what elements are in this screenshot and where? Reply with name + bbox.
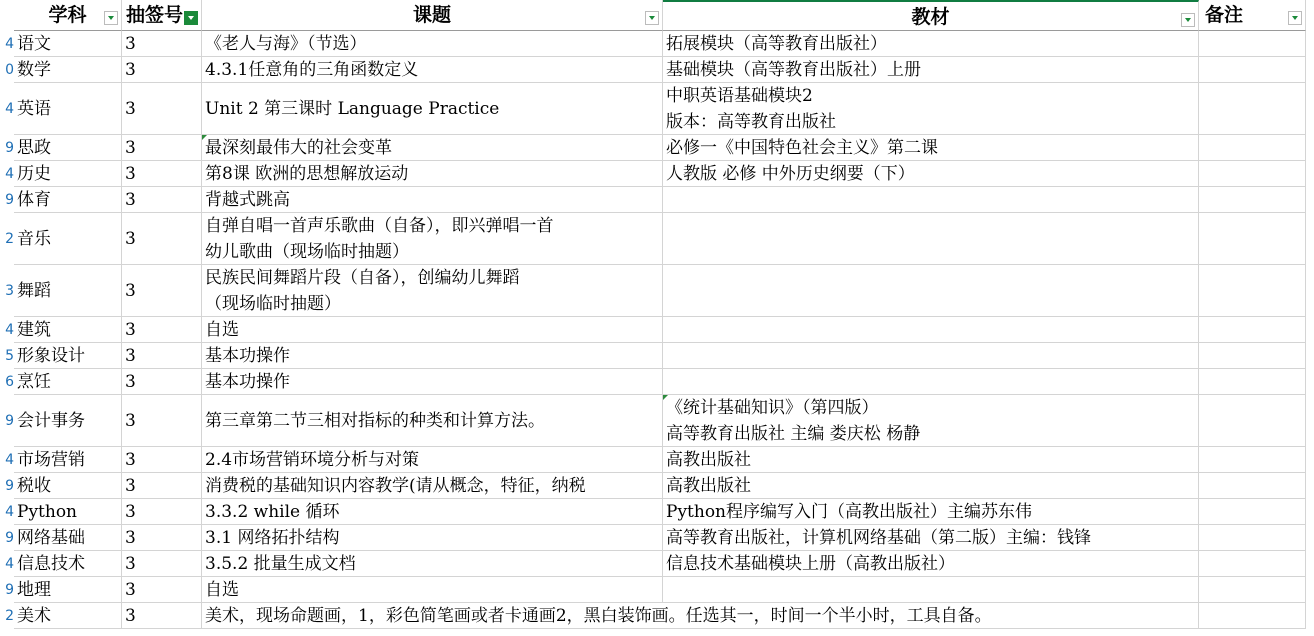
row-number[interactable]: 4 (5, 101, 14, 117)
cell-topic-text: 《老人与海》（节选） (205, 34, 367, 54)
cell-remark[interactable] (1199, 265, 1306, 317)
row-number[interactable]: 2 (5, 231, 14, 247)
cell-draw-number[interactable]: 3 (122, 57, 202, 83)
cell-draw-number[interactable]: 3 (122, 525, 202, 551)
cell-draw-number[interactable]: 3 (122, 395, 202, 447)
cell-textbook-text: 高等教育出版社，计算机网络基础（第二版）主编：钱锋 (666, 528, 1091, 548)
row-number[interactable]: 4 (5, 322, 14, 338)
header-textbook-label: 教材 (911, 6, 950, 28)
cell-topic[interactable] (202, 57, 663, 83)
cell-subject[interactable]: 地理 (14, 577, 122, 603)
header-subject[interactable] (14, 0, 122, 31)
cell-textbook[interactable] (663, 369, 1199, 395)
cell-topic[interactable] (202, 603, 992, 629)
cell-draw-number[interactable]: 3 (122, 603, 202, 629)
cell-remark[interactable] (1199, 369, 1306, 395)
cell-remark[interactable] (1199, 161, 1306, 187)
cell-textbook[interactable] (663, 31, 1199, 57)
cell-textbook-text: 人教版 必修 中外历史纲要（下） (666, 164, 915, 184)
cell-textbook[interactable] (663, 577, 1199, 603)
cell-draw-number[interactable]: 3 (122, 265, 202, 317)
cell-textbook[interactable] (663, 213, 1199, 265)
row-number[interactable]: 0 (5, 62, 14, 78)
cell-subject[interactable]: 舞蹈 (14, 265, 122, 317)
cell-textbook[interactable] (663, 161, 1199, 187)
cell-draw-number[interactable]: 3 (122, 447, 202, 473)
cell-textbook-text: 必修一《中国特色社会主义》第二课 (666, 138, 938, 158)
cell-topic[interactable] (202, 343, 663, 369)
cell-draw-number[interactable]: 3 (122, 369, 202, 395)
cell-topic-text: 4.3.1任意角的三角函数定义 (205, 60, 419, 80)
header-topic-label: 课题 (412, 4, 451, 26)
comment-indicator-icon[interactable] (663, 395, 668, 400)
cell-subject[interactable]: 烹饪 (14, 369, 122, 395)
cell-subject[interactable]: 网络基础 (14, 525, 122, 551)
cell-textbook-text: Python程序编写入门（高教出版社）主编苏东伟 (666, 502, 1033, 522)
cell-textbook[interactable] (663, 395, 1199, 447)
cell-topic-text: 消费税的基础知识内容教学(请从概念，特征，纳税 (205, 476, 586, 496)
filter-dropdown-icon[interactable] (104, 11, 118, 25)
cell-remark[interactable] (1199, 83, 1306, 135)
cell-topic[interactable] (202, 473, 663, 499)
cell-subject[interactable]: 数学 (14, 57, 122, 83)
cell-subject[interactable]: 信息技术 (14, 551, 122, 577)
cell-draw-number[interactable]: 3 (122, 213, 202, 265)
cell-topic[interactable] (202, 265, 663, 317)
cell-remark[interactable] (1199, 213, 1306, 265)
cell-draw-number[interactable]: 3 (122, 31, 202, 57)
cell-textbook-text: 《统计基础知识》（第四版） (666, 398, 879, 418)
row-number[interactable]: 9 (5, 140, 14, 156)
cell-topic-text: 美术，现场命题画，1，彩色简笔画或者卡通画2，黑白装饰画。任选其一，时间一个半小时，工具自备。 (205, 606, 992, 626)
cell-draw-number[interactable]: 3 (122, 317, 202, 343)
cell-textbook[interactable] (663, 83, 1199, 135)
cell-topic[interactable] (202, 187, 663, 213)
header-draw[interactable] (122, 0, 202, 31)
cell-topic-text: 3.1 网络拓扑结构 (205, 528, 340, 548)
cell-draw-number[interactable]: 3 (122, 187, 202, 213)
cell-remark[interactable] (1199, 395, 1306, 447)
cell-draw-number[interactable]: 3 (122, 343, 202, 369)
cell-remark[interactable] (1199, 525, 1306, 551)
cell-topic[interactable] (202, 83, 663, 135)
cell-remark[interactable] (1199, 577, 1306, 603)
cell-topic[interactable] (202, 31, 663, 57)
row-number[interactable]: 2 (5, 608, 14, 624)
cell-topic[interactable] (202, 161, 663, 187)
cell-topic[interactable] (202, 395, 663, 447)
cell-topic[interactable] (202, 499, 663, 525)
row-number[interactable]: 4 (5, 166, 14, 182)
cell-subject[interactable]: 会计事务 (14, 395, 122, 447)
cell-topic[interactable] (202, 135, 663, 161)
cell-textbook[interactable] (663, 57, 1199, 83)
cell-remark[interactable] (1199, 187, 1306, 213)
cell-subject[interactable]: 英语 (14, 83, 122, 135)
row-number[interactable]: 4 (5, 36, 14, 52)
header-textbook[interactable] (663, 0, 1199, 31)
cell-textbook[interactable] (663, 525, 1199, 551)
cell-subject[interactable]: 历史 (14, 161, 122, 187)
cell-remark[interactable] (1199, 551, 1306, 577)
cell-remark[interactable] (1199, 447, 1306, 473)
cell-textbook[interactable] (663, 343, 1199, 369)
cell-textbook[interactable] (663, 447, 1199, 473)
cell-topic-text: 基本功操作 (205, 372, 290, 392)
cell-draw-number[interactable]: 3 (122, 135, 202, 161)
row-number[interactable]: 9 (5, 192, 14, 208)
row-number[interactable]: 4 (5, 556, 14, 572)
header-remark[interactable] (1199, 0, 1306, 31)
filter-dropdown-icon[interactable] (1181, 13, 1195, 27)
cell-topic-text: 背越式跳高 (205, 190, 290, 210)
cell-subject[interactable]: 体育 (14, 187, 122, 213)
cell-subject[interactable]: 音乐 (14, 213, 122, 265)
cell-topic-text: 3.5.2 批量生成文档 (205, 554, 356, 574)
cell-topic-text: 幼儿歌曲（现场临时抽题） (205, 242, 409, 262)
cell-topic-text: 民族民间舞蹈片段（自备），创编幼儿舞蹈 (205, 268, 520, 288)
cell-topic[interactable] (202, 213, 663, 265)
cell-subject[interactable]: 建筑 (14, 317, 122, 343)
cell-topic[interactable] (202, 577, 663, 603)
cell-textbook[interactable] (663, 551, 1199, 577)
cell-subject[interactable]: 思政 (14, 135, 122, 161)
header-topic[interactable] (202, 0, 663, 31)
cell-remark[interactable] (1199, 317, 1306, 343)
row-number[interactable]: 9 (5, 413, 14, 429)
cell-textbook-text: 拓展模块（高等教育出版社） (666, 34, 887, 54)
cell-draw-number[interactable]: 3 (122, 161, 202, 187)
cell-remark[interactable] (1199, 603, 1306, 629)
cell-draw-number[interactable]: 3 (122, 577, 202, 603)
cell-topic-text: 自选 (205, 320, 239, 340)
cell-textbook-text: 中职英语基础模块2 (666, 86, 813, 106)
cell-textbook[interactable] (663, 265, 1199, 317)
cell-draw-number[interactable]: 3 (122, 83, 202, 135)
row-number[interactable]: 4 (5, 504, 14, 520)
cell-topic-text: Unit 2 第三课时 Language Practice (205, 99, 500, 119)
cell-topic-text: 第8课 欧洲的思想解放运动 (205, 164, 409, 184)
row-number[interactable]: 9 (5, 530, 14, 546)
filter-dropdown-icon[interactable] (645, 11, 659, 25)
cell-textbook-text: 高教出版社 (666, 476, 751, 496)
comment-indicator-icon[interactable] (202, 135, 207, 140)
cell-remark[interactable] (1199, 57, 1306, 83)
cell-topic[interactable] (202, 369, 663, 395)
cell-textbook-text: 高教出版社 (666, 450, 751, 470)
row-number[interactable]: 9 (5, 582, 14, 598)
cell-textbook-text: 基础模块（高等教育出版社）上册 (666, 60, 921, 80)
row-number[interactable]: 3 (5, 283, 14, 299)
cell-textbook[interactable] (663, 135, 1199, 161)
cell-subject[interactable]: 市场营销 (14, 447, 122, 473)
cell-topic-text: 自弹自唱一首声乐歌曲（自备），即兴弹唱一首 (205, 216, 554, 236)
cell-topic-text: 3.3.2 while 循环 (205, 502, 340, 522)
cell-textbook[interactable] (663, 317, 1199, 343)
cell-topic[interactable] (202, 525, 663, 551)
cell-remark[interactable] (1199, 343, 1306, 369)
row-number[interactable]: 6 (5, 374, 14, 390)
cell-topic[interactable] (202, 317, 663, 343)
cell-topic-text: 2.4市场营销环境分析与对策 (205, 450, 420, 470)
cell-textbook[interactable] (663, 473, 1199, 499)
cell-remark[interactable] (1199, 473, 1306, 499)
row-number[interactable]: 4 (5, 452, 14, 468)
cell-remark[interactable] (1199, 135, 1306, 161)
header-remark-label: 备注 (1205, 4, 1244, 26)
cell-textbook-text: 高等教育出版社 主编 娄庆松 杨静 (666, 424, 921, 444)
header-draw-label: 抽签号 (126, 4, 184, 26)
cell-topic[interactable] (202, 551, 663, 577)
cell-remark[interactable] (1199, 31, 1306, 57)
cell-subject[interactable]: 形象设计 (14, 343, 122, 369)
row-number[interactable]: 9 (5, 478, 14, 494)
cell-textbook[interactable] (663, 187, 1199, 213)
cell-topic-text: 第三章第二节三相对指标的种类和计算方法。 (205, 411, 545, 431)
cell-topic-text: 自选 (205, 580, 239, 600)
cell-remark[interactable] (1199, 499, 1306, 525)
cell-draw-number[interactable]: 3 (122, 473, 202, 499)
cell-textbook-text: 信息技术基础模块上册（高教出版社） (666, 554, 955, 574)
header-subject-label: 学科 (48, 4, 87, 26)
cell-subject[interactable]: Python (14, 499, 122, 525)
cell-topic-text: 基本功操作 (205, 346, 290, 366)
filter-active-icon[interactable] (184, 11, 198, 25)
cell-textbook-text: 版本：高等教育出版社 (666, 112, 836, 132)
cell-subject[interactable]: 美术 (14, 603, 122, 629)
cell-topic[interactable] (202, 447, 663, 473)
row-number[interactable]: 5 (5, 348, 14, 364)
cell-draw-number[interactable]: 3 (122, 499, 202, 525)
cell-topic-text: 最深刻最伟大的社会变革 (205, 138, 392, 158)
filter-dropdown-icon[interactable] (1288, 11, 1302, 25)
cell-subject[interactable]: 税收 (14, 473, 122, 499)
cell-draw-number[interactable]: 3 (122, 551, 202, 577)
cell-textbook[interactable] (663, 499, 1199, 525)
cell-subject[interactable]: 语文 (14, 31, 122, 57)
cell-topic-text: （现场临时抽题） (205, 294, 341, 314)
